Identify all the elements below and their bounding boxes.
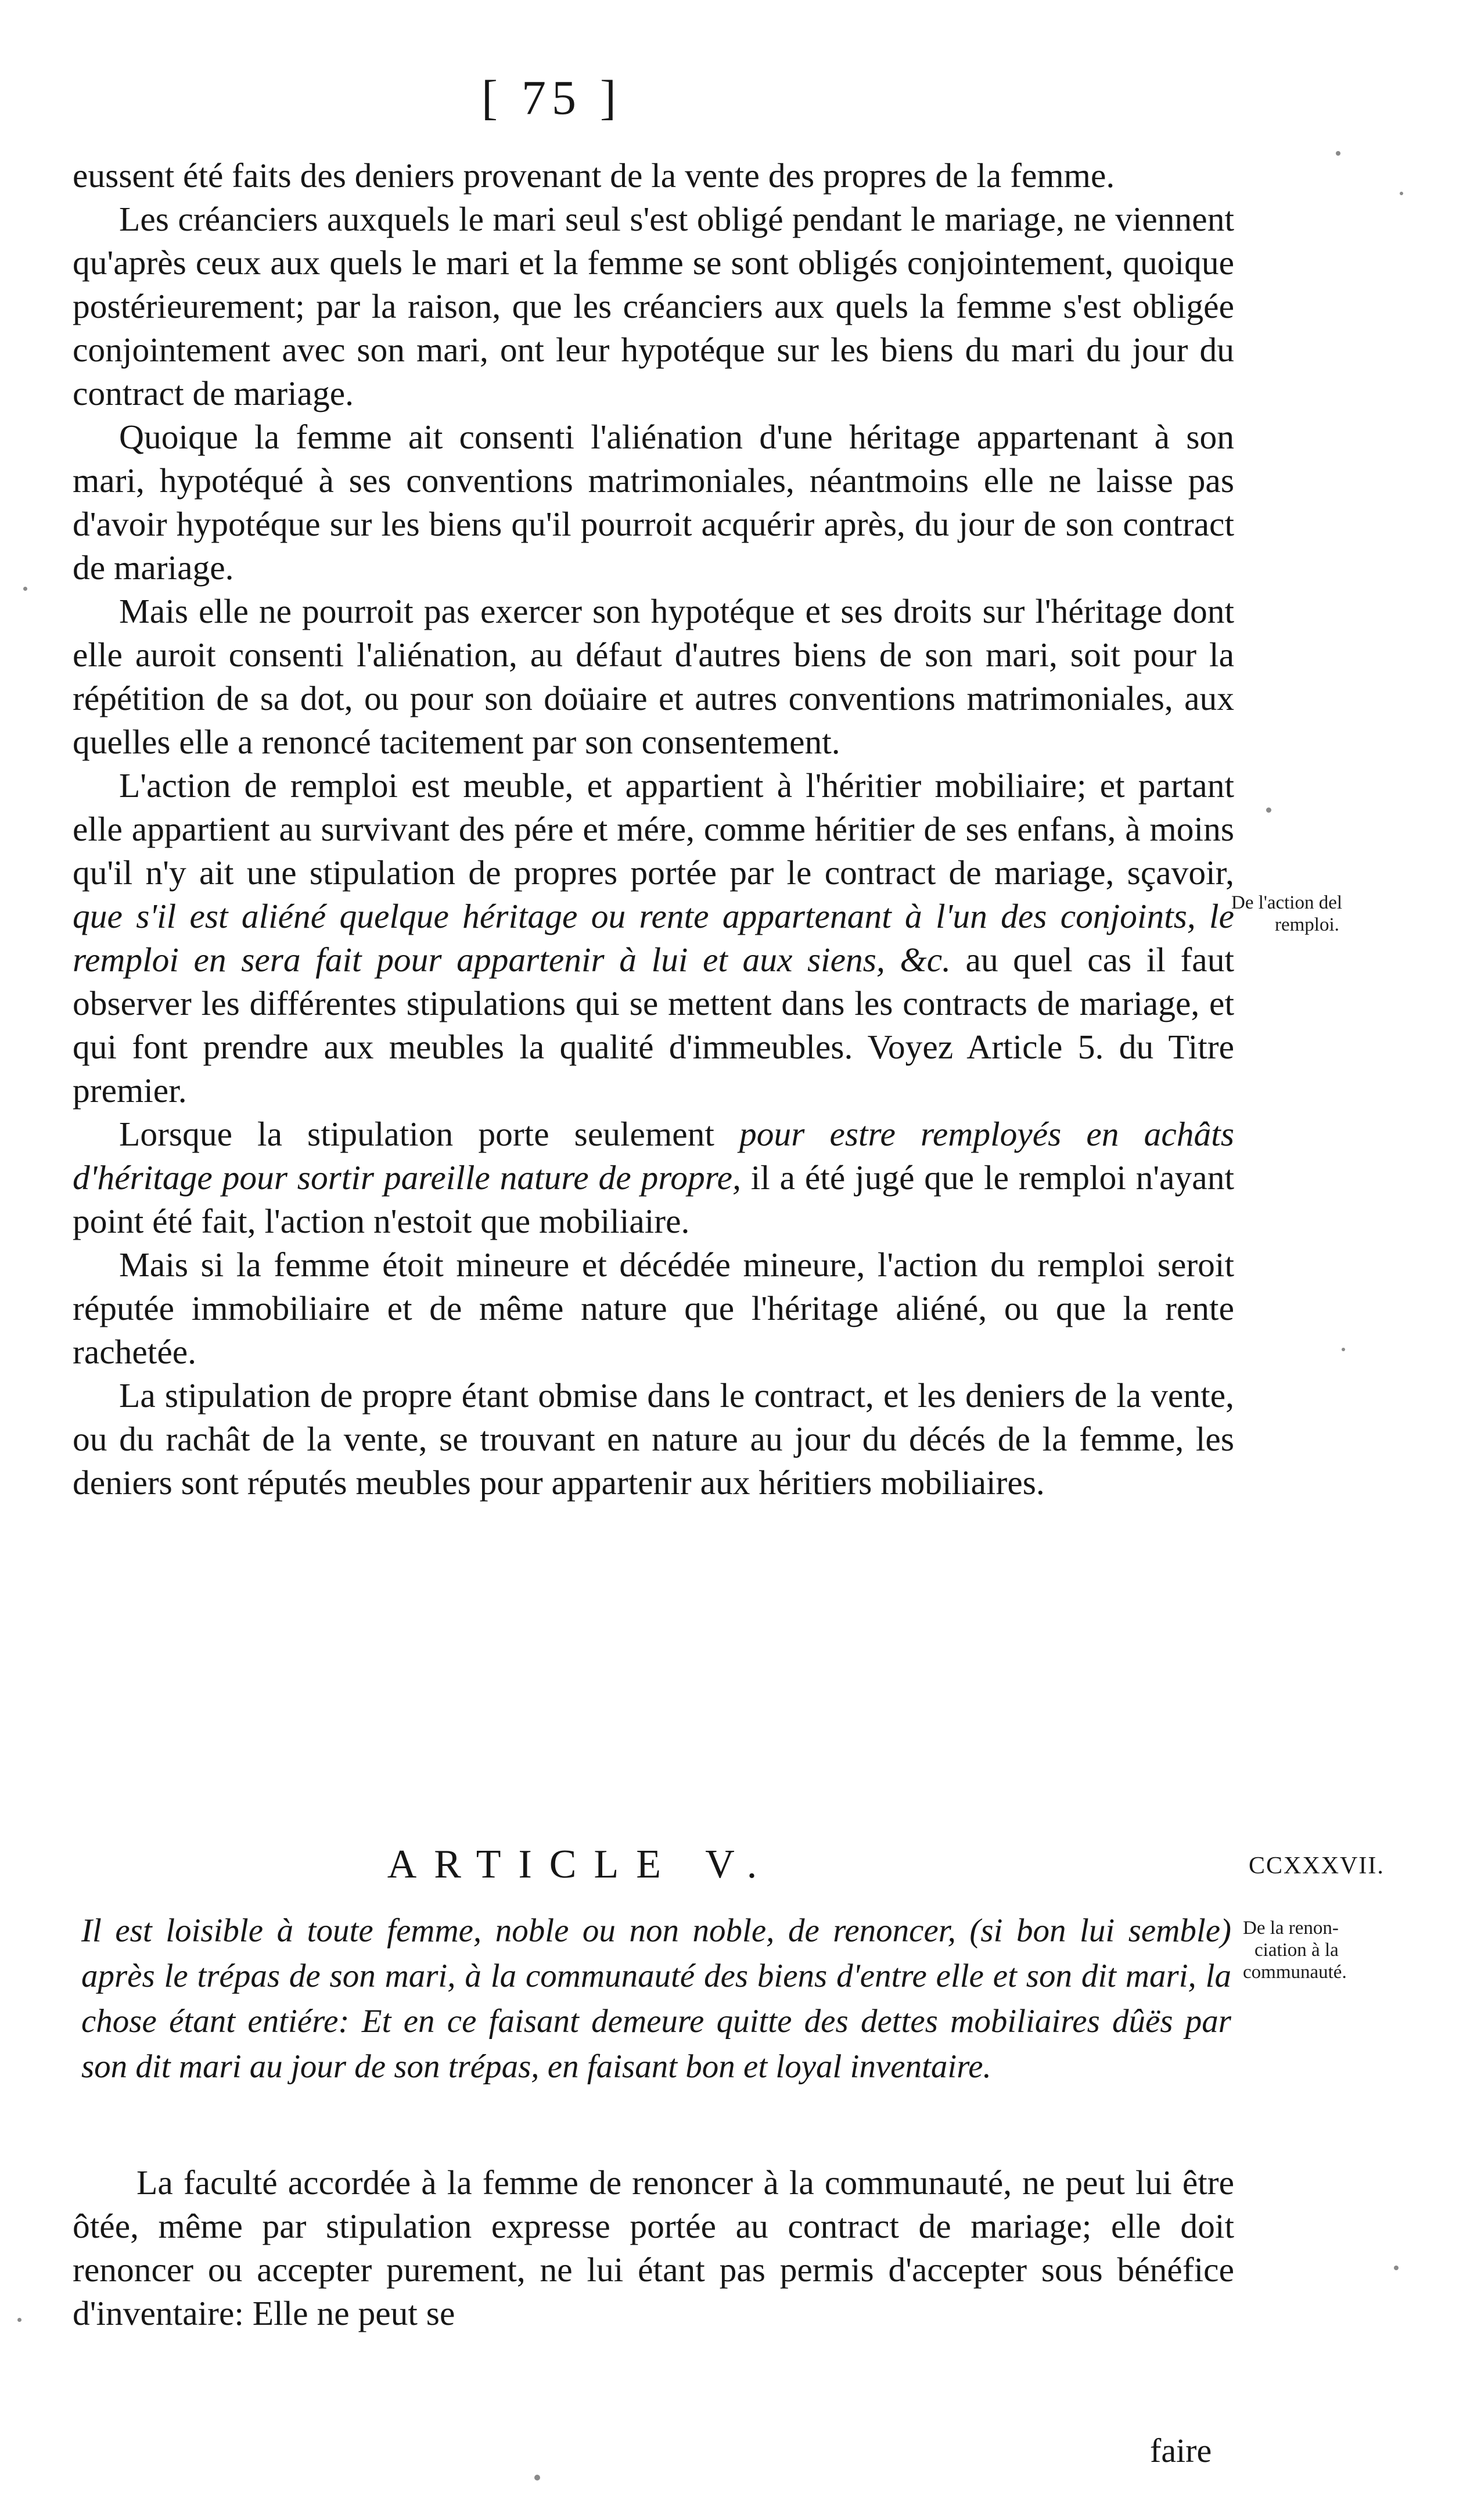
commentary bbox=[73, 2161, 1234, 2335]
paragraph-text: Lorsque la stipulation porte seulement bbox=[119, 1115, 739, 1153]
paragraph bbox=[73, 1112, 1234, 1243]
scan-speck bbox=[534, 2475, 540, 2480]
scan-speck bbox=[17, 2318, 21, 2322]
scan-speck bbox=[1266, 807, 1271, 813]
article-number: CCXXXVII. bbox=[1249, 1853, 1385, 1879]
scan-speck bbox=[23, 587, 27, 591]
paragraph-text: il a été jugé que le remploi n'ayant point été fait, l'action n'estoit que mobiliaire. bbox=[73, 1158, 1235, 1240]
paragraph bbox=[73, 764, 1234, 1112]
scan-speck bbox=[1400, 192, 1403, 195]
article-text bbox=[81, 1908, 1231, 2090]
margin-note-line: De l'action del bbox=[1231, 892, 1343, 913]
margin-note-remploi bbox=[1231, 892, 1342, 936]
paragraph: Les créanciers auxquels le mari seul s'est obligé pendant le mariage, ne viennent qu'après ceux aux quels le mari et la femme se sont obligés conjointement, quoique postérieurement; par la raison, que les créanciers aux quels la femme s'est obligée conjointement avec son mari, ont leur hypotéque sur les biens du mari du jour du contract de mariage. bbox=[73, 200, 1234, 412]
paragraph-text: L'action de remploi est meuble, et appartient à l'héritier mobiliaire; et partant elle appartient au survivant des pére et mére, comme héritier de ses enfans, à moins qu'il n'y ait une stipulation de propres portée par le contract de mariage, sçavoir, bbox=[73, 766, 1234, 892]
paragraph: La stipulation de propre étant obmise dans le contract, et les deniers de la vente, ou du rachât de la vente, se trouvant en nature au jour du décés de la femme, les deniers sont réputés meubles pour appartenir aux héritiers mobiliaires. bbox=[73, 1376, 1234, 1502]
article-heading: ARTICLE V. bbox=[387, 1842, 775, 1887]
scan-speck bbox=[1394, 2266, 1399, 2270]
page-number: [ 75 ] bbox=[481, 71, 622, 125]
paragraph-text: au quel cas il faut observer les différentes stipulations qui se mettent dans les contracts de mariage, et qui font prendre aux meubles la qualité d'immeubles. Voyez Article 5. du Titre premier. bbox=[73, 940, 1234, 1110]
paragraph: Mais si la femme étoit mineure et décédée mineure, l'action du remploi seroit réputée immobiliaire et de même nature que l'héritage aliéné, ou que la rente rachetée. bbox=[73, 1245, 1234, 1371]
margin-note-renonciation bbox=[1243, 1917, 1347, 1983]
quoted-stipulation: pour estre remployés en achâts d'héritage pour sortir pareille nature de propre, bbox=[73, 1115, 1234, 1197]
scan-speck bbox=[1336, 151, 1340, 156]
margin-note-line: remploi. bbox=[1275, 914, 1339, 935]
margin-note-line: De la renon- bbox=[1243, 1918, 1339, 1939]
catchword: faire bbox=[1150, 2432, 1212, 2469]
paragraph: eussent été faits des deniers provenant de la vente des propres de la femme. bbox=[73, 156, 1115, 195]
margin-note-line: ciation à la bbox=[1254, 1940, 1339, 1961]
paragraph: La faculté accordée à la femme de renoncer à la communauté, ne peut lui être ôtée, même par stipulation expresse portée au contract de mariage; elle doit renoncer ou accepter purement, ne lui étant pas permis d'accepter sous bénéfice d'inventaire: Elle ne peut se bbox=[73, 2163, 1234, 2332]
quoted-stipulation: que s'il est aliéné quelque héritage ou rente appartenant à l'un des conjoints, le remploi en sera fait pour appartenir à lui et aux siens, &c. bbox=[73, 897, 1234, 979]
article-paragraph: Il est loisible à toute femme, noble ou non noble, de renoncer, (si bon lui semble) après le trépas de son mari, à la communauté des biens d'entre elle et son dit mari, la chose étant entiére: Et en ce faisant demeure quitte des dettes mobiliaires dûës par son dit mari au jour de son trépas, en faisant bon et loyal inventaire. bbox=[81, 1912, 1231, 2085]
main-text bbox=[73, 154, 1234, 1505]
paragraph: Quoique la femme ait consenti l'aliénation d'une héritage appartenant à son mari, hypotéqué à ses conventions matrimoniales, néantmoins elle ne laisse pas d'avoir hypotéque sur les biens qu'il pourroit acquérir après, du jour de son contract de mariage. bbox=[73, 418, 1234, 587]
scan-speck bbox=[1342, 1348, 1345, 1351]
margin-note-line: communauté. bbox=[1243, 1962, 1347, 1983]
paragraph: Mais elle ne pourroit pas exercer son hypotéque et ses droits sur l'héritage dont elle auroit consenti l'aliénation, au défaut d'autres biens de son mari, soit pour la répétition de sa dot, ou pour son doüaire et autres conventions matrimoniales, aux quelles elle a renoncé tacitement par son consentement. bbox=[73, 592, 1234, 761]
